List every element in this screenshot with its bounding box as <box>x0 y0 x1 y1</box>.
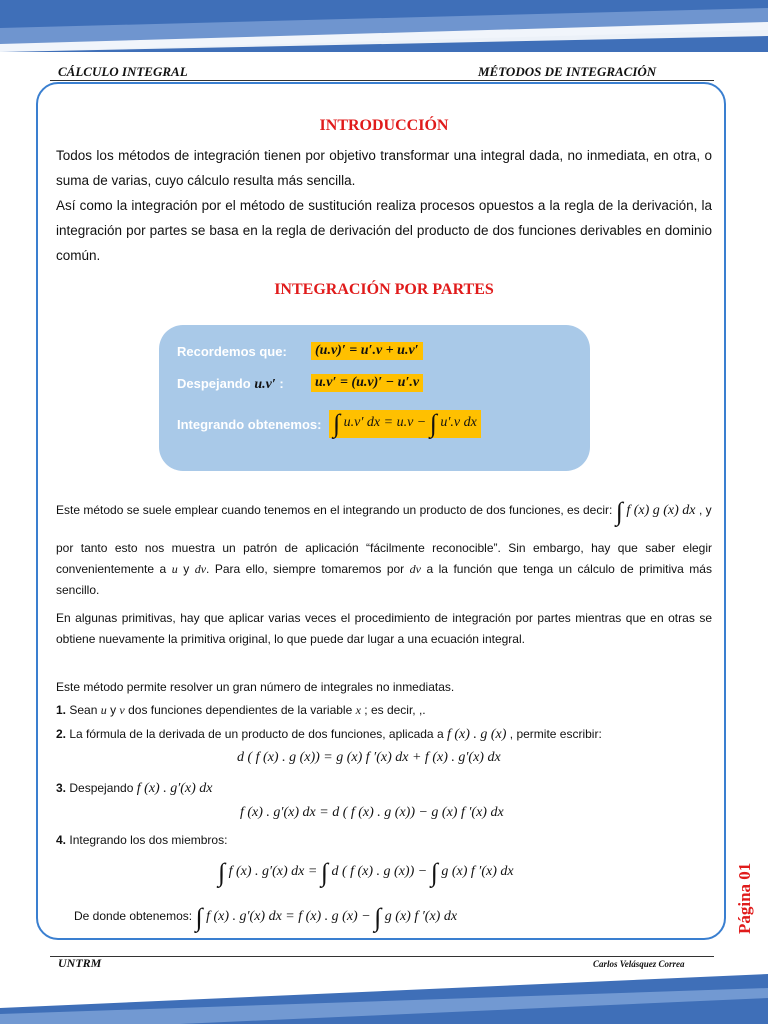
page-number <box>724 856 764 936</box>
box-label-solve-colon: : <box>279 376 284 391</box>
step-3-a: Despejando <box>69 781 134 795</box>
step-1-x: x <box>355 703 361 717</box>
method-paragraph-1 <box>56 499 712 525</box>
step-2-b: , permite escribir: <box>509 727 602 741</box>
final-label: De donde obtenemos: <box>74 909 193 923</box>
box-label-solve-var: u.v′ <box>254 377 276 392</box>
intro-paragraph-2: Así como la integración por el método de sustitución realiza procesos opuestos a la regla de la derivación, la integración por partes se basa en la regla de derivación del producto de dos funciones derivables en dominio común. <box>56 198 712 263</box>
footer-decoration <box>0 968 768 1024</box>
parts-title: INTEGRACIÓN POR PARTES <box>274 281 494 298</box>
step-1-u: u <box>100 703 107 717</box>
box-formula-integral <box>329 410 481 438</box>
header-decoration <box>0 0 768 52</box>
method-paragraph-2-c: a la función que tenga un cálculo de primitiva más sencillo. <box>56 562 712 597</box>
step-3 <box>56 778 712 799</box>
integral-sign-icon: ∫ <box>430 858 438 887</box>
word-y: y <box>183 562 190 576</box>
step-3-f: f (x) . g′(x) dx <box>136 781 213 796</box>
step-1-y: y <box>110 703 117 717</box>
method-paragraph-2-b: . Para ello, siempre tomaremos por <box>206 562 405 576</box>
integral-sign-icon: ∫ <box>218 858 226 887</box>
box-formula-integral-a: u.v′ dx = u.v − <box>343 415 427 430</box>
step-2-formula: d ( f (x) . g (x)) = g (x) f ′(x) dx + f (x) . g′(x) dx <box>237 750 501 765</box>
box-formula-integral-b: u′.v dx <box>440 415 477 430</box>
integral-sign-icon: ∫ <box>320 858 328 887</box>
integral-sign-icon: ∫ <box>333 409 341 438</box>
step-1-a: Sean <box>69 703 98 717</box>
step-4 <box>56 830 712 851</box>
var-dv: dv <box>194 562 207 576</box>
step-1-v: v <box>119 703 125 717</box>
method-paragraph-2 <box>56 538 712 601</box>
integral-sign-icon: ∫ <box>374 903 382 932</box>
final-f1: f (x) . g′(x) dx = f (x) . g (x) − <box>206 909 371 924</box>
formula-box <box>159 325 590 471</box>
step-1 <box>56 700 712 721</box>
box-label-solve-text: Despejando <box>177 376 251 391</box>
box-formula-solved: u.v′ = (u.v)′ − u′.v <box>311 374 423 392</box>
step-4-a: Integrando los dos miembros: <box>69 833 228 847</box>
final-result <box>74 905 694 931</box>
var-dv-2: dv <box>409 562 421 576</box>
product-integral: f (x) g (x) dx <box>626 503 696 518</box>
step-3-number: 3. <box>56 781 67 795</box>
method-paragraph-3: En algunas primitivas, hay que aplicar varias veces el procedimiento de integración por partes mientras que en otras se obtiene nuevamente la primitiva original, lo que puede dar lugar a una ecuación integral. <box>56 611 712 646</box>
step-1-b: dos funciones dependientes de la variable <box>128 703 353 717</box>
step-4-formula <box>218 860 514 886</box>
footer-author: Carlos Velásquez Correa <box>593 959 685 969</box>
method-paragraph-2-a: por tanto esto nos muestra un patrón de aplicación “fácilmente reconocible”. Sin embargo, hay que saber elegir convenientemente a <box>56 541 712 576</box>
method-paragraph-1-end: , y <box>699 503 712 517</box>
final-f2: g (x) f ′(x) dx <box>384 909 458 924</box>
method-paragraph-1-formula <box>615 497 699 526</box>
footer-rule <box>50 956 714 957</box>
step-4-f1: f (x) . g′(x) dx = <box>228 864 318 879</box>
step-1-c: ; es decir, ,. <box>364 703 426 717</box>
header-course: CÁLCULO INTEGRAL <box>58 64 188 79</box>
step-2-a: La fórmula de la derivada de un producto de dos funciones, aplicada a <box>69 727 444 741</box>
header-topic: MÉTODOS DE INTEGRACIÓN <box>478 64 657 79</box>
method-paragraph-1-text: Este método se suele emplear cuando tenemos en el integrando un producto de dos funciones, es decir: <box>56 503 613 517</box>
integral-sign-icon: ∫ <box>429 409 437 438</box>
intro-title: INTRODUCCIÓN <box>319 117 449 134</box>
footer-institution: UNTRM <box>58 956 102 970</box>
page-number-label: Página 01 <box>735 862 754 934</box>
box-label-integrate: Integrando obtenemos: <box>177 417 322 432</box>
box-formula-product-rule: (u.v)′ = u′.v + u.v′ <box>311 342 423 360</box>
step-2 <box>56 724 712 745</box>
step-2-number: 2. <box>56 727 67 741</box>
var-u: u <box>171 562 178 576</box>
final-formula <box>195 903 458 932</box>
step-3-formula: f (x) . g′(x) dx = d ( f (x) . g (x)) − g (x) f ′(x) dx <box>240 805 504 820</box>
integral-sign-icon: ∫ <box>195 903 203 932</box>
integral-sign-icon: ∫ <box>615 497 623 526</box>
step-2-f: f (x) . g (x) <box>446 727 507 742</box>
step-4-number: 4. <box>56 833 67 847</box>
box-label-solve <box>177 376 284 393</box>
intro-paragraph-1: Todos los métodos de integración tienen por objetivo transformar una integral dada, no inmediata, en otra, o suma de varias, cuyo cálculo resulta más sencilla. <box>56 148 712 188</box>
header-rule <box>50 80 714 81</box>
method-paragraph-4: Este método permite resolver un gran número de integrales no inmediatas. <box>56 680 455 694</box>
box-label-recall: Recordemos que: <box>177 344 287 359</box>
step-4-f3: g (x) f ′(x) dx <box>441 864 514 879</box>
step-1-number: 1. <box>56 703 67 717</box>
step-4-f2: d ( f (x) . g (x)) − <box>331 864 428 879</box>
